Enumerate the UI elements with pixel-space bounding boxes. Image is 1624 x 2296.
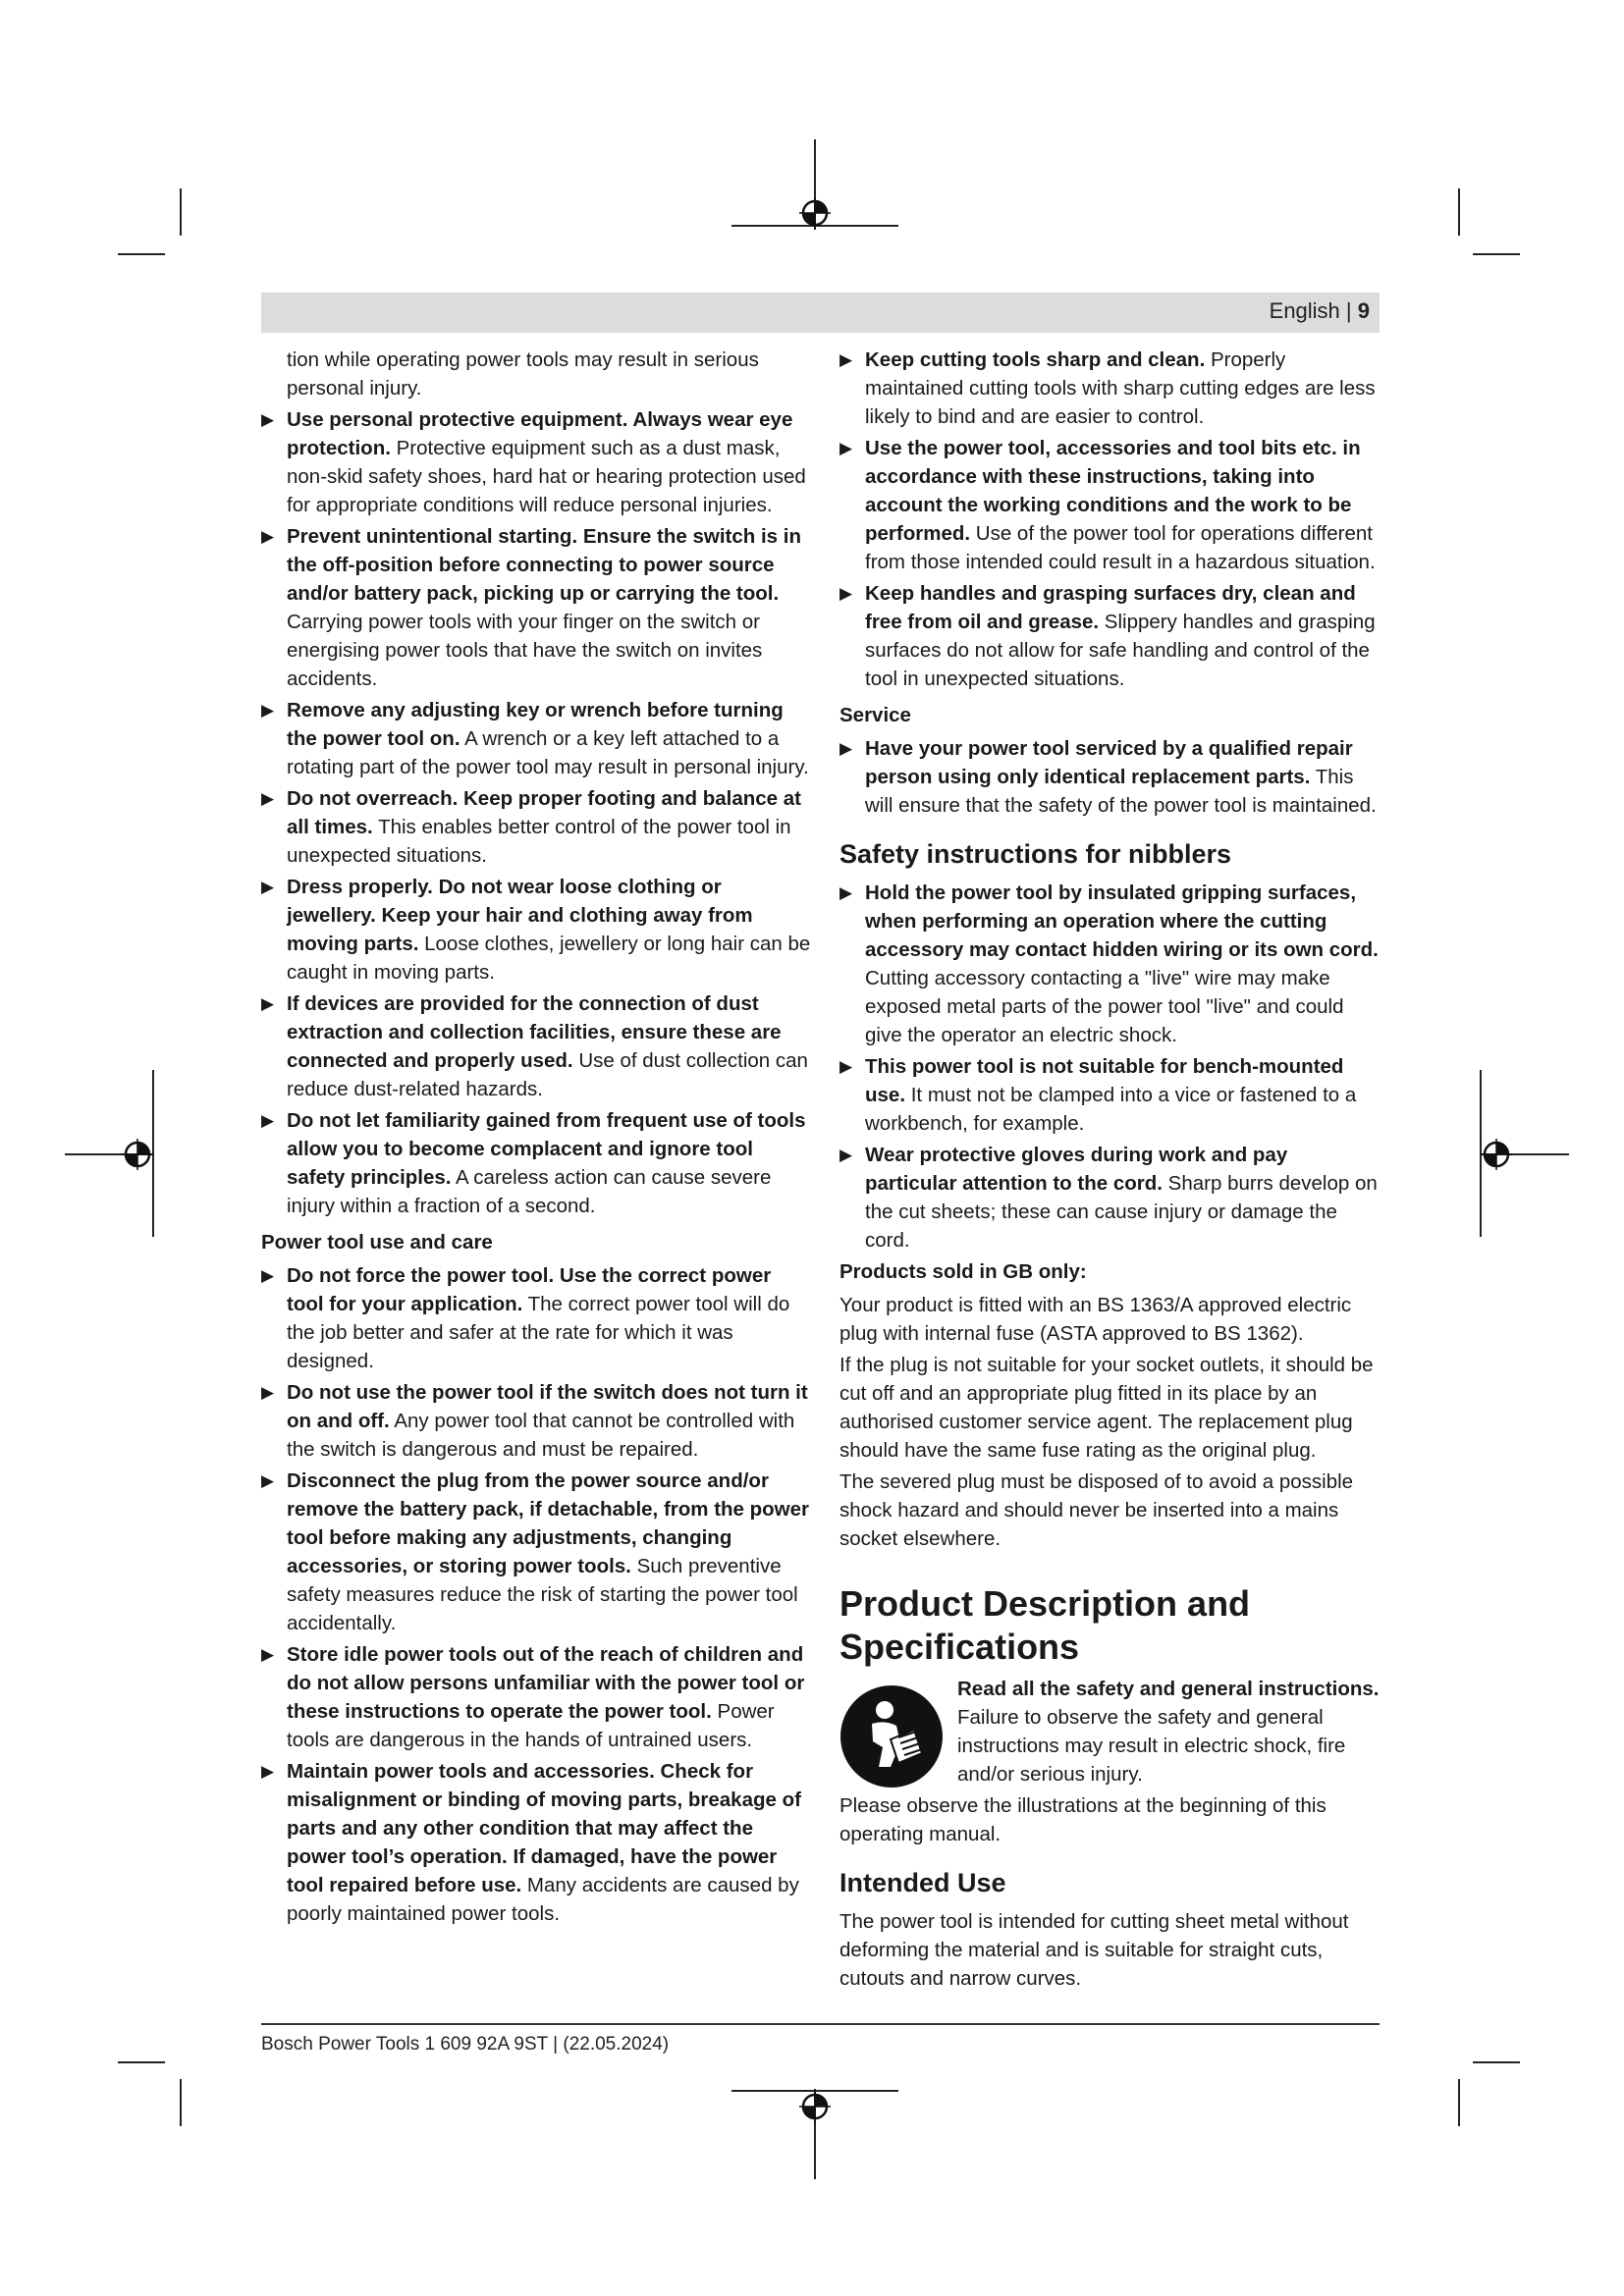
illustrations-note: Please observe the illustrations at the beginning of this operating manual. [839,1794,1326,1845]
crop-mark [118,253,165,255]
crop-mark [1458,2079,1460,2126]
list-item: ▶ Do not let familiarity gained from frequent use of tools allow you to become complacent and ignore tool safety principles. A careless action can cause severe injury within a fraction of a second. [261,1106,813,1220]
arrow-bullet-icon: ▶ [839,439,853,457]
safety-list-service [839,734,1384,820]
crop-mark [180,188,182,236]
registration-mark-icon [1481,1139,1512,1170]
safety-list-continued [839,346,1384,693]
read-instructions-text: Read all the safety and general instructions. Failure to observe the safety and general instructions may result in electric shock, fire and/or serious injury. [957,1678,1380,1786]
list-item: ▶ Maintain power tools and accessories. Check for misalignment or binding of moving parts, breakage of parts and any other condition that may affect the power tool’s operation. If damaged, have the power tool repaired before use. Many accidents are caused by poorly maintained power tools. [261,1757,813,1928]
list-item: ▶ If devices are provided for the connection of dust extraction and collection facilities, ensure these are connected and properly used. Use of dust collection can reduce dust-related hazards. [261,989,813,1103]
header-language: English [1269,298,1340,323]
crop-mark [1458,188,1460,236]
arrow-bullet-icon: ▶ [261,994,275,1013]
list-item: ▶ Do not overreach. Keep proper footing and balance at all times. This enables better control of the power tool in unexpected situations. [261,784,813,870]
read-instructions-block [839,1675,1384,1789]
section-heading-gb: Products sold in GB only: [839,1260,1087,1283]
arrow-bullet-icon: ▶ [839,739,853,758]
arrow-bullet-icon: ▶ [261,410,275,429]
arrow-bullet-icon: ▶ [839,883,853,902]
footer-rule [261,2023,1380,2025]
registration-mark-icon [122,1139,153,1170]
gb-paragraph: If the plug is not suitable for your socket outlets, it should be cut off and an appropriate plug fitted in its place by an authorised customer service agent. The replacement plug should have the same fuse rating as the original plug. [839,1354,1374,1462]
list-item: ▶ Hold the power tool by insulated gripping surfaces, when performing an operation where the cutting accessory may contact hidden wiring or its own cord. Cutting accessory contacting a "live" wire may make exposed metal parts of the power tool "live" and could give the operator an electric shock. [839,879,1384,1049]
registration-mark-icon [799,197,831,229]
arrow-bullet-icon: ▶ [839,350,853,369]
left-column [261,346,813,1931]
header-label: English | 9 [1269,298,1370,323]
arrow-bullet-icon: ▶ [261,878,275,896]
read-manual-icon [839,1684,944,1789]
gb-paragraph: The severed plug must be disposed of to avoid a possible shock hazard and should never be inserted into a mains socket elsewhere. [839,1470,1354,1550]
list-item: ▶ Store idle power tools out of the reach of children and do not allow persons unfamiliar with the power tool or these instructions to operate the power tool. Power tools are dangerous in the hands of untrained users. [261,1640,813,1754]
arrow-bullet-icon: ▶ [261,789,275,808]
list-item: ▶ Do not force the power tool. Use the correct power tool for your application. The correct power tool will do the job better and safer at the rate for which it was designed. [261,1261,813,1375]
crop-mark [1473,253,1520,255]
list-item: ▶ Disconnect the plug from the power source and/or remove the battery pack, if detachable, from the power tool before making any adjustments, changing accessories, or storing power tools. Such preventive safety measures reduce the risk of starting the power tool accidentally. [261,1467,813,1637]
section-heading-intended-use: Intended Use [839,1868,1006,1897]
list-item: ▶ Use the power tool, accessories and tool bits etc. in accordance with these instructions, taking into account the working conditions and the work to be performed. Use of the power tool for operations different from those intended could result in a hazardous situation. [839,434,1384,576]
safety-list-personal [261,405,813,1220]
page-number: 9 [1357,298,1370,323]
section-heading-service: Service [839,704,911,726]
gb-paragraph: Your product is fitted with an BS 1363/A approved electric plug with internal fuse (ASTA approved to BS 1362). [839,1294,1352,1345]
list-item: ▶ Do not use the power tool if the switch does not turn it on and off. Any power tool that cannot be controlled with the switch is dangerous and must be repaired. [261,1378,813,1464]
arrow-bullet-icon: ▶ [839,1146,853,1164]
arrow-bullet-icon: ▶ [261,1111,275,1130]
intro-paragraph: tion while operating power tools may result in serious personal injury. [287,348,759,400]
list-item: ▶ Use personal protective equipment. Always wear eye protection. Protective equipment such as a dust mask, non-skid safety shoes, hard hat or hearing protection used for appropriate conditions will reduce personal injuries. [261,405,813,519]
arrow-bullet-icon: ▶ [261,1762,275,1781]
list-item: ▶ This power tool is not suitable for bench-mounted use. It must not be clamped into a vice or fastened to a workbench, for example. [839,1052,1384,1138]
list-item: ▶ Remove any adjusting key or wrench before turning the power tool on. A wrench or a key left attached to a rotating part of the power tool may result in personal injury. [261,696,813,781]
list-item: ▶ Prevent unintentional starting. Ensure the switch is in the off-position before connecting to power source and/or battery pack, picking up or carrying the tool. Carrying power tools with your finger on the switch or energising power tools that have the switch on invites accidents. [261,522,813,693]
arrow-bullet-icon: ▶ [261,701,275,720]
section-heading-power-tool-use: Power tool use and care [261,1231,493,1254]
safety-list-power-tool-use [261,1261,813,1928]
crop-mark [1473,2061,1520,2063]
footer-text: Bosch Power Tools 1 609 92A 9ST | (22.05.2024) [261,2034,670,2055]
arrow-bullet-icon: ▶ [261,1383,275,1402]
arrow-bullet-icon: ▶ [261,1266,275,1285]
registration-mark-icon [799,2091,831,2122]
list-item: ▶ Have your power tool serviced by a qualified repair person using only identical replacement parts. This will ensure that the safety of the power tool is maintained. [839,734,1384,820]
arrow-bullet-icon: ▶ [261,1471,275,1490]
right-column [839,346,1384,1996]
crop-mark [180,2079,182,2126]
intended-use-paragraph: The power tool is intended for cutting sheet metal without deforming the material and is suitable for straight cuts, cutouts and narrow curves. [839,1910,1349,1990]
crop-mark [118,2061,165,2063]
arrow-bullet-icon: ▶ [839,584,853,603]
section-title-product-description: Product Description and Specifications [839,1583,1251,1667]
list-item: ▶ Wear protective gloves during work and pay particular attention to the cord. Sharp burrs develop on the cut sheets; these can cause injury or damage the cord. [839,1141,1384,1255]
list-item: ▶ Keep handles and grasping surfaces dry, clean and free from oil and grease. Slippery handles and grasping surfaces do not allow for safe handling and control of the tool in unexpected situations. [839,579,1384,693]
page-header [261,293,1380,333]
arrow-bullet-icon: ▶ [839,1057,853,1076]
section-heading-nibblers: Safety instructions for nibblers [839,839,1232,869]
list-item: ▶ Dress properly. Do not wear loose clothing or jewellery. Keep your hair and clothing away from moving parts. Loose clothes, jewellery or long hair can be caught in moving parts. [261,873,813,987]
safety-list-nibblers [839,879,1384,1255]
arrow-bullet-icon: ▶ [261,527,275,546]
arrow-bullet-icon: ▶ [261,1645,275,1664]
list-item: ▶ Keep cutting tools sharp and clean. Properly maintained cutting tools with sharp cutting edges are less likely to bind and are easier to control. [839,346,1384,431]
